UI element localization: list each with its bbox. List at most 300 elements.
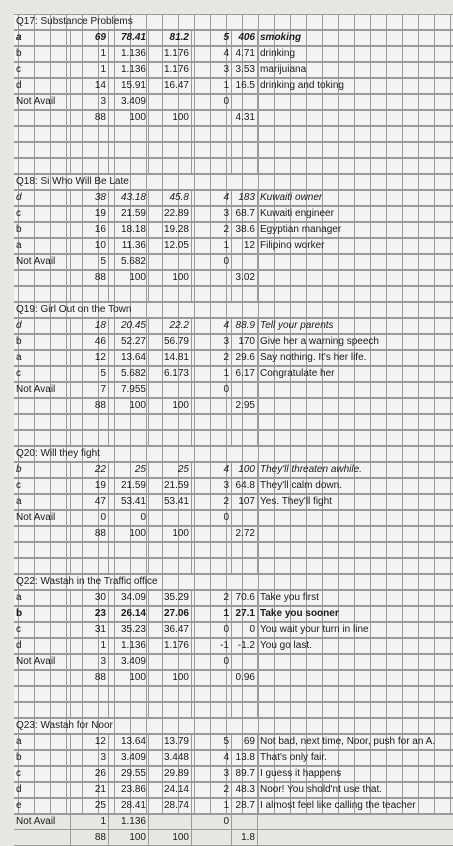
cell[interactable]: Take you sooner (260, 608, 339, 619)
cell[interactable]: Not Avail (14, 510, 71, 525)
cell[interactable]: -1.2 (232, 638, 258, 653)
cell[interactable] (149, 510, 192, 525)
cell[interactable]: 100 (109, 830, 149, 845)
cell[interactable]: Not bad, next time, Noor, push for an A. (260, 736, 436, 747)
cell[interactable]: 47 (71, 494, 109, 509)
empty-cell[interactable] (14, 542, 71, 557)
cell[interactable]: a (14, 238, 71, 253)
cell[interactable]: b (14, 606, 71, 621)
cell[interactable]: Filipino worker (260, 240, 325, 251)
cell[interactable] (258, 94, 453, 109)
empty-cell[interactable] (14, 414, 71, 429)
cell[interactable]: 21.59 (109, 478, 149, 493)
empty-cell[interactable] (149, 142, 192, 157)
empty-cell[interactable] (149, 286, 192, 301)
cell[interactable]: 1 (192, 798, 232, 813)
cell[interactable]: 3 (192, 478, 232, 493)
cell[interactable]: 0 (232, 622, 258, 637)
cell[interactable]: 12.05 (149, 238, 192, 253)
cell[interactable]: 26 (71, 766, 109, 781)
empty-cell[interactable] (71, 430, 109, 445)
cell[interactable]: 24.14 (149, 782, 192, 797)
empty-cell[interactable] (71, 686, 109, 701)
cell[interactable]: drinking and toking (260, 80, 344, 91)
cell[interactable]: 21 (71, 782, 109, 797)
cell[interactable]: b (14, 222, 71, 237)
empty-cell[interactable] (258, 430, 453, 445)
cell[interactable] (258, 830, 453, 845)
cell[interactable] (258, 526, 453, 541)
cell[interactable]: 18.18 (109, 222, 149, 237)
cell[interactable]: 3 (192, 206, 232, 221)
cell[interactable]: 0 (109, 510, 149, 525)
empty-cell[interactable] (192, 286, 232, 301)
cell[interactable]: 3.448 (149, 750, 192, 765)
empty-cell[interactable] (71, 142, 109, 157)
cell[interactable]: 1 (71, 638, 109, 653)
cell[interactable] (258, 254, 453, 269)
cell[interactable]: 3.409 (109, 94, 149, 109)
cell[interactable]: 3.02 (232, 270, 258, 285)
empty-cell[interactable] (232, 126, 258, 141)
empty-cell[interactable] (258, 702, 453, 717)
cell[interactable]: 1.8 (232, 830, 258, 845)
cell[interactable]: a (14, 590, 71, 605)
cell[interactable] (232, 254, 258, 269)
cell[interactable]: 16.47 (149, 78, 192, 93)
cell[interactable]: 19.28 (149, 222, 192, 237)
cell[interactable]: 3 (192, 766, 232, 781)
empty-cell[interactable] (149, 686, 192, 701)
cell[interactable]: Egyptian manager (260, 224, 342, 235)
cell[interactable]: 16.5 (232, 78, 258, 93)
cell[interactable]: You wait your turn in line (260, 624, 369, 635)
cell[interactable]: 0 (192, 814, 232, 829)
cell[interactable]: 25 (109, 462, 149, 477)
cell[interactable]: drinking (260, 48, 296, 59)
cell[interactable]: 27.06 (149, 606, 192, 621)
cell[interactable]: 4 (192, 190, 232, 205)
empty-cell[interactable] (109, 414, 149, 429)
cell[interactable]: Noor! You shold'nt use that. (260, 784, 382, 795)
cell[interactable]: 36.47 (149, 622, 192, 637)
cell[interactable]: 38.6 (232, 222, 258, 237)
cell[interactable]: 2 (192, 222, 232, 237)
cell[interactable]: 21.59 (109, 206, 149, 221)
cell[interactable]: Not Avail (14, 94, 71, 109)
cell[interactable] (192, 670, 232, 685)
cell[interactable]: 56.79 (149, 334, 192, 349)
empty-cell[interactable] (258, 414, 453, 429)
cell[interactable] (14, 830, 71, 845)
cell[interactable]: 3 (71, 750, 109, 765)
cell[interactable]: 45.8 (149, 190, 192, 205)
cell[interactable]: 100 (149, 830, 192, 845)
cell[interactable]: 11.36 (109, 238, 149, 253)
empty-cell[interactable] (109, 126, 149, 141)
cell[interactable]: d (14, 78, 71, 93)
cell[interactable]: 88 (71, 830, 109, 845)
section-title[interactable]: Q18: Si Who Will Be Late (16, 176, 129, 187)
cell[interactable]: 4 (192, 318, 232, 333)
empty-cell[interactable] (192, 142, 232, 157)
cell[interactable]: b (14, 750, 71, 765)
cell[interactable]: Not Avail (14, 254, 71, 269)
empty-cell[interactable] (109, 142, 149, 157)
cell[interactable]: 29.55 (109, 766, 149, 781)
cell[interactable]: 88 (71, 110, 109, 125)
cell[interactable] (149, 654, 192, 669)
cell[interactable]: 6.173 (149, 366, 192, 381)
cell[interactable]: c (14, 478, 71, 493)
cell[interactable]: 0 (71, 510, 109, 525)
cell[interactable]: 2 (192, 350, 232, 365)
cell[interactable]: 5 (192, 734, 232, 749)
cell[interactable] (258, 814, 453, 829)
cell[interactable]: 1 (71, 814, 109, 829)
cell[interactable]: smoking (260, 32, 302, 43)
cell[interactable]: -1 (192, 638, 232, 653)
empty-cell[interactable] (71, 158, 109, 173)
cell[interactable]: 28.74 (149, 798, 192, 813)
empty-cell[interactable] (258, 286, 453, 301)
cell[interactable]: marijuiana (260, 64, 307, 75)
cell[interactable]: 0 (192, 622, 232, 637)
cell[interactable] (192, 830, 232, 845)
cell[interactable]: 1.136 (109, 638, 149, 653)
cell[interactable]: 12 (71, 734, 109, 749)
cell[interactable]: 53.41 (109, 494, 149, 509)
cell[interactable]: 48.3 (232, 782, 258, 797)
cell[interactable]: 19 (71, 206, 109, 221)
cell[interactable]: 1.176 (149, 62, 192, 77)
cell[interactable]: 1 (71, 46, 109, 61)
cell[interactable]: 64.8 (232, 478, 258, 493)
empty-cell[interactable] (14, 142, 71, 157)
cell[interactable]: 0 (192, 254, 232, 269)
cell[interactable]: c (14, 622, 71, 637)
cell[interactable]: 1.136 (109, 62, 149, 77)
cell[interactable]: 4 (192, 750, 232, 765)
empty-cell[interactable] (14, 430, 71, 445)
empty-cell[interactable] (232, 142, 258, 157)
cell[interactable]: 43.18 (109, 190, 149, 205)
cell[interactable]: 100 (109, 398, 149, 413)
cell[interactable]: 88 (71, 398, 109, 413)
cell[interactable] (192, 110, 232, 125)
cell[interactable]: 27.1 (232, 606, 258, 621)
empty-cell[interactable] (14, 702, 71, 717)
empty-cell[interactable] (14, 126, 71, 141)
empty-cell[interactable] (232, 542, 258, 557)
cell[interactable] (192, 526, 232, 541)
cell[interactable]: 89.7 (232, 766, 258, 781)
cell[interactable] (14, 398, 71, 413)
cell[interactable] (258, 270, 453, 285)
cell[interactable]: 68.7 (232, 206, 258, 221)
cell[interactable]: 34.09 (109, 590, 149, 605)
cell[interactable]: I almost feel like calling the teacher (260, 800, 416, 811)
cell[interactable]: Yes. They'll fight (260, 496, 332, 507)
empty-cell[interactable] (232, 286, 258, 301)
cell[interactable]: 46 (71, 334, 109, 349)
empty-cell[interactable] (109, 558, 149, 573)
cell[interactable]: 3.53 (232, 62, 258, 77)
cell[interactable]: 0 (192, 510, 232, 525)
cell[interactable]: b (14, 46, 71, 61)
cell[interactable]: 0 (192, 94, 232, 109)
cell[interactable] (258, 670, 453, 685)
empty-cell[interactable] (149, 126, 192, 141)
empty-cell[interactable] (258, 142, 453, 157)
cell[interactable]: 81.2 (149, 30, 192, 45)
cell[interactable]: 88 (71, 670, 109, 685)
cell[interactable] (149, 382, 192, 397)
cell[interactable] (232, 382, 258, 397)
empty-cell[interactable] (109, 686, 149, 701)
empty-cell[interactable] (14, 286, 71, 301)
cell[interactable] (258, 398, 453, 413)
empty-cell[interactable] (149, 558, 192, 573)
cell[interactable] (149, 254, 192, 269)
empty-cell[interactable] (14, 686, 71, 701)
cell[interactable]: 13.64 (109, 350, 149, 365)
cell[interactable]: 1.136 (109, 46, 149, 61)
cell[interactable]: 21.59 (149, 478, 192, 493)
cell[interactable] (258, 382, 453, 397)
cell[interactable]: d (14, 318, 71, 333)
cell[interactable]: 22.2 (149, 318, 192, 333)
empty-cell[interactable] (258, 686, 453, 701)
empty-cell[interactable] (71, 126, 109, 141)
empty-cell[interactable] (109, 158, 149, 173)
cell[interactable]: 0.96 (232, 670, 258, 685)
empty-cell[interactable] (71, 542, 109, 557)
empty-cell[interactable] (232, 158, 258, 173)
cell[interactable] (14, 526, 71, 541)
cell[interactable]: Not Avail (14, 654, 71, 669)
cell[interactable]: Not Avail (14, 814, 71, 829)
empty-cell[interactable] (192, 542, 232, 557)
empty-cell[interactable] (232, 430, 258, 445)
cell[interactable]: 22.89 (149, 206, 192, 221)
cell[interactable] (14, 670, 71, 685)
cell[interactable]: 22 (71, 462, 109, 477)
cell[interactable]: 3 (192, 62, 232, 77)
cell[interactable] (258, 110, 453, 125)
empty-cell[interactable] (232, 686, 258, 701)
cell[interactable]: 10 (71, 238, 109, 253)
cell[interactable]: 12 (71, 350, 109, 365)
empty-cell[interactable] (71, 414, 109, 429)
section-title[interactable]: Q17: Substance Problems (16, 16, 133, 27)
cell[interactable]: They'll threaten awhile. (260, 464, 362, 475)
cell[interactable] (232, 94, 258, 109)
empty-cell[interactable] (109, 702, 149, 717)
cell[interactable]: 0 (192, 382, 232, 397)
empty-cell[interactable] (192, 126, 232, 141)
empty-cell[interactable] (258, 542, 453, 557)
empty-cell[interactable] (232, 702, 258, 717)
cell[interactable]: I guess it happens (260, 768, 342, 779)
cell[interactable]: 30 (71, 590, 109, 605)
cell[interactable]: Give her a warning speech (260, 336, 379, 347)
cell[interactable] (14, 110, 71, 125)
cell[interactable]: 88 (71, 526, 109, 541)
cell[interactable]: 5 (192, 30, 232, 45)
empty-cell[interactable] (258, 158, 453, 173)
cell[interactable]: 3 (192, 334, 232, 349)
cell[interactable]: Kuwaiti owner (260, 192, 323, 203)
cell[interactable]: 38 (71, 190, 109, 205)
cell[interactable]: d (14, 782, 71, 797)
empty-cell[interactable] (71, 702, 109, 717)
cell[interactable] (14, 270, 71, 285)
cell[interactable]: Kuwaiti engineer (260, 208, 334, 219)
cell[interactable]: 4.31 (232, 110, 258, 125)
cell[interactable]: 13.64 (109, 734, 149, 749)
cell[interactable]: Tell your parents (260, 320, 334, 331)
cell[interactable]: 13.79 (149, 734, 192, 749)
cell[interactable]: 100 (109, 270, 149, 285)
empty-cell[interactable] (149, 430, 192, 445)
cell[interactable]: 1.136 (109, 814, 149, 829)
cell[interactable]: 2.95 (232, 398, 258, 413)
empty-cell[interactable] (192, 158, 232, 173)
cell[interactable]: 1.176 (149, 46, 192, 61)
cell[interactable] (192, 270, 232, 285)
cell[interactable]: d (14, 638, 71, 653)
cell[interactable]: 88.9 (232, 318, 258, 333)
cell[interactable]: 1.176 (149, 638, 192, 653)
cell[interactable]: 69 (232, 734, 258, 749)
cell[interactable] (258, 510, 453, 525)
empty-cell[interactable] (192, 558, 232, 573)
cell[interactable]: 12 (232, 238, 258, 253)
cell[interactable]: 100 (109, 670, 149, 685)
cell[interactable]: 3 (71, 94, 109, 109)
cell[interactable]: 183 (232, 190, 258, 205)
cell[interactable]: c (14, 366, 71, 381)
cell[interactable]: 1 (192, 366, 232, 381)
cell[interactable]: 78.41 (109, 30, 149, 45)
cell[interactable]: Take you first (260, 592, 319, 603)
cell[interactable]: a (14, 350, 71, 365)
cell[interactable]: 88 (71, 270, 109, 285)
cell[interactable]: 18 (71, 318, 109, 333)
cell[interactable]: e (14, 798, 71, 813)
empty-cell[interactable] (232, 414, 258, 429)
cell[interactable]: 7.955 (109, 382, 149, 397)
cell[interactable]: b (14, 462, 71, 477)
cell[interactable]: c (14, 206, 71, 221)
cell[interactable]: 19 (71, 478, 109, 493)
empty-cell[interactable] (14, 558, 71, 573)
cell[interactable]: 25 (149, 462, 192, 477)
cell[interactable]: 29.6 (232, 350, 258, 365)
empty-cell[interactable] (109, 430, 149, 445)
empty-cell[interactable] (149, 414, 192, 429)
cell[interactable]: 1 (192, 78, 232, 93)
section-title[interactable]: Q19: Girl Out on the Town (16, 304, 132, 315)
empty-cell[interactable] (109, 542, 149, 557)
cell[interactable]: 69 (71, 30, 109, 45)
cell[interactable]: 15.91 (109, 78, 149, 93)
cell[interactable]: a (14, 494, 71, 509)
cell[interactable]: 100 (149, 110, 192, 125)
cell[interactable]: 53.41 (149, 494, 192, 509)
section-title[interactable]: Q20: Will they fight (16, 448, 100, 459)
cell[interactable]: 100 (149, 526, 192, 541)
cell[interactable]: 16 (71, 222, 109, 237)
cell[interactable]: 4 (192, 46, 232, 61)
cell[interactable]: 1 (71, 62, 109, 77)
cell[interactable]: Say nothing. It's her life. (260, 352, 367, 363)
cell[interactable]: 100 (149, 670, 192, 685)
cell[interactable]: 35.23 (109, 622, 149, 637)
cell[interactable]: 7 (71, 382, 109, 397)
empty-cell[interactable] (232, 558, 258, 573)
cell[interactable]: 4 (192, 462, 232, 477)
cell[interactable]: 35.29 (149, 590, 192, 605)
cell[interactable]: 25 (71, 798, 109, 813)
cell[interactable]: 100 (109, 526, 149, 541)
cell[interactable]: 29.89 (149, 766, 192, 781)
section-title[interactable]: Q23: Wastah for Noor (16, 720, 113, 731)
cell[interactable]: Not Avail (14, 382, 71, 397)
empty-cell[interactable] (71, 558, 109, 573)
cell[interactable]: 28.41 (109, 798, 149, 813)
empty-cell[interactable] (192, 702, 232, 717)
cell[interactable] (232, 654, 258, 669)
cell[interactable]: c (14, 62, 71, 77)
cell[interactable]: 3.409 (109, 750, 149, 765)
cell[interactable]: 170 (232, 334, 258, 349)
cell[interactable]: 4.71 (232, 46, 258, 61)
cell[interactable]: 5.682 (109, 366, 149, 381)
cell[interactable]: 3 (71, 654, 109, 669)
cell[interactable] (232, 510, 258, 525)
cell[interactable]: a (14, 734, 71, 749)
cell[interactable]: You go last. (260, 640, 312, 651)
cell[interactable]: d (14, 190, 71, 205)
cell[interactable] (258, 654, 453, 669)
cell[interactable]: 5 (71, 254, 109, 269)
cell[interactable]: b (14, 334, 71, 349)
cell[interactable]: 20.45 (109, 318, 149, 333)
empty-cell[interactable] (109, 286, 149, 301)
section-title[interactable]: Q22: Wastah in the Traffic office (16, 576, 158, 587)
cell[interactable]: 52.27 (109, 334, 149, 349)
cell[interactable]: 107 (232, 494, 258, 509)
empty-cell[interactable] (258, 558, 453, 573)
cell[interactable] (232, 814, 258, 829)
cell[interactable]: 2.72 (232, 526, 258, 541)
cell[interactable]: 6.17 (232, 366, 258, 381)
empty-cell[interactable] (149, 702, 192, 717)
cell[interactable]: 1 (192, 238, 232, 253)
cell[interactable]: 406 (232, 30, 258, 45)
cell[interactable]: 100 (149, 398, 192, 413)
cell[interactable]: 31 (71, 622, 109, 637)
cell[interactable]: 3.409 (109, 654, 149, 669)
empty-cell[interactable] (192, 430, 232, 445)
cell[interactable]: 28.7 (232, 798, 258, 813)
cell[interactable]: They'll calm down. (260, 480, 342, 491)
empty-cell[interactable] (192, 414, 232, 429)
empty-cell[interactable] (192, 686, 232, 701)
cell[interactable]: 26.14 (109, 606, 149, 621)
